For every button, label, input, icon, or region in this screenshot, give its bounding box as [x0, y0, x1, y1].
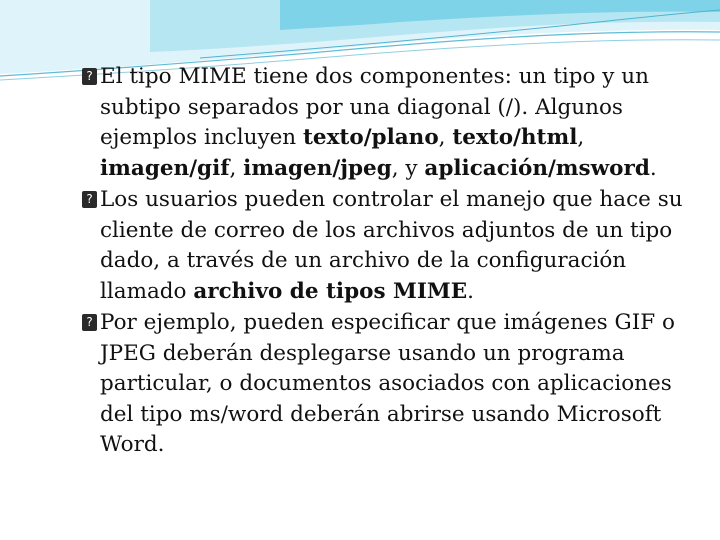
paragraph-text: El tipo MIME tiene dos componentes: un tipo y un subtipo separados por una diagonal (/). Algunos ejemplos incluyen	[100, 64, 649, 150]
bullet-marker-icon: ?	[82, 68, 97, 85]
slide-body	[82, 62, 692, 462]
paragraph-text: ,	[229, 155, 244, 181]
bold-term: imagen/jpeg	[243, 155, 392, 181]
paragraph-text: ,	[577, 125, 585, 150]
paragraph-text: .	[467, 278, 474, 304]
paragraph-text: Los usuarios pueden controlar el manejo que hace su cliente de correo de los archivos adjuntos de un tipo dado, a través de un archivo de la configuración llamado	[100, 187, 683, 304]
paragraph-text: ,	[438, 125, 453, 150]
paragraph-text: , y	[391, 155, 425, 181]
bullet-paragraph	[82, 308, 692, 461]
bullet-paragraph	[82, 62, 692, 184]
bullet-marker-icon: ?	[82, 191, 97, 208]
bold-term: texto/html	[452, 125, 578, 150]
bold-term: texto/plano	[303, 125, 439, 150]
bullet-marker-icon: ?	[82, 314, 97, 331]
bold-term: imagen/gif	[100, 155, 230, 181]
bullet-paragraph	[82, 185, 692, 307]
bold-term: aplicación/msword	[424, 155, 650, 181]
paragraph-text: .	[649, 155, 657, 181]
paragraph-text: Por ejemplo, pueden especificar que imágenes GIF o JPEG deberán desplegarse usando un programa particular, o documentos asociados con aplicaciones del tipo ms/word deberán abrirse usando Microsoft Word.	[100, 310, 675, 457]
bold-term: archivo de tipos MIME	[193, 278, 468, 304]
